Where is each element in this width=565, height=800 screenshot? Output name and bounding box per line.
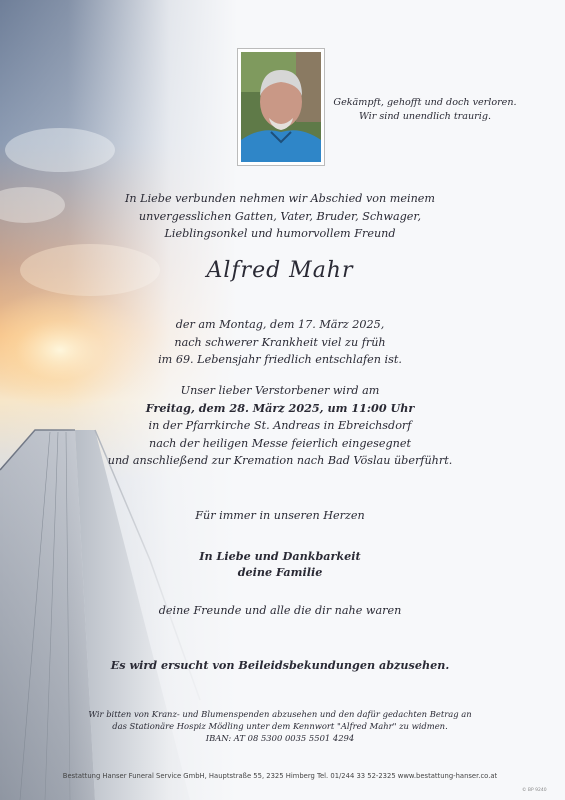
family-line: deine Familie <box>237 565 323 579</box>
motto <box>90 507 470 525</box>
quote-line: Wir sind unendlich traurig. <box>358 111 492 122</box>
family-line: In Liebe und Dankbarkeit <box>199 549 361 563</box>
friends-text: deine Freunde und alle die dir nahe waren <box>158 604 402 617</box>
ceremony-line: Unser lieber Verstorbener wird am <box>180 384 380 397</box>
intro-line: Lieblingsonkel und humorvollem Freund <box>164 227 396 240</box>
portrait-image <box>241 52 321 162</box>
template-code: © BP 9240 <box>522 788 547 793</box>
family-signature <box>90 548 470 580</box>
ceremony-line: und anschließend zur Kremation nach Bad Vöslau überführt. <box>107 454 453 467</box>
donation-iban: IBAN: AT 08 5300 0035 5501 4294 <box>205 733 355 743</box>
portrait-photo <box>238 49 324 165</box>
donation-line: Wir bitten von Kranz- und Blumenspenden abzusehen und den dafür gedachten Betrag an <box>88 709 472 719</box>
deceased-name: Alfred Mahr <box>206 258 354 283</box>
ceremony-date: Freitag, dem 28. März 2025, um 11:00 Uhr <box>145 400 415 415</box>
death-line: der am Montag, dem 17. März 2025, <box>175 318 385 331</box>
death-line: nach schwerer Krankheit viel zu früh <box>174 335 386 349</box>
condolence-request <box>90 657 470 675</box>
ceremony-line: nach der heiligen Messe feierlich eingesegnet <box>149 436 411 450</box>
request-text: Es wird ersucht von Beileidsbekundungen abzusehen. <box>110 658 450 672</box>
quote <box>330 96 520 124</box>
motto-line: Für immer in unseren Herzen <box>195 509 365 522</box>
intro-line: unvergesslichen Gatten, Vater, Bruder, Schwager, <box>138 209 422 223</box>
donation-line: das Stationäre Hospiz Mödling unter dem Kennwort "Alfred Mahr" zu widmen. <box>112 721 448 731</box>
ceremony-line: in der Pfarrkirche St. Andreas in Ebreichsdorf <box>148 419 412 432</box>
death-line: im 69. Lebensjahr friedlich entschlafen ist. <box>158 353 402 366</box>
intro-text <box>90 190 470 243</box>
donation-notice <box>60 708 500 744</box>
death-notice <box>90 316 470 369</box>
ceremony-details <box>90 382 470 470</box>
funeral-service-footer: Bestattung Hanser Funeral Service GmbH, Hauptstraße 55, 2325 Himberg Tel. 01/244 33 52-2325 www.bestattung-hanser.co.at <box>62 772 498 780</box>
intro-line: In Liebe verbunden nehmen wir Abschied von meinem <box>124 192 436 205</box>
quote-line: Gekämpft, gehofft und doch verloren. <box>333 97 517 108</box>
friends-line <box>90 602 470 620</box>
